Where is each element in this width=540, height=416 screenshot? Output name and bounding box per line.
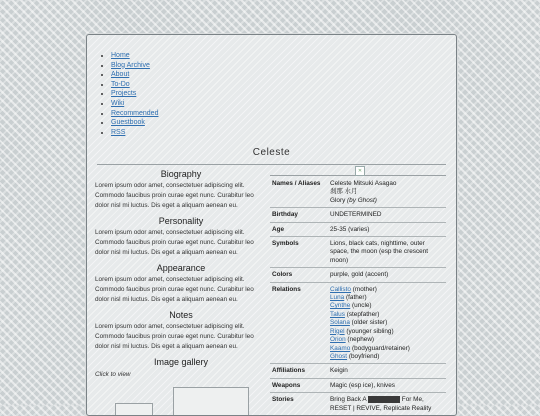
relation-role: (older sister) [349, 319, 388, 327]
relation-role: (bodyguard/retainer) [350, 344, 410, 352]
notes-text: Lorem ipsum odor amet, consectetuer adipiscing elit. Commodo faucibus proin curae eget nunc. Curabitur leo dolor nisl mi luctus. Dis eget a aliquam aenean eu. [95, 323, 254, 350]
gallery-heading: Image gallery [153, 357, 209, 367]
relation-link[interactable]: Solana [330, 319, 350, 327]
info-row-affiliations [270, 364, 446, 378]
gallery-section [95, 357, 267, 367]
nav-link-wiki[interactable]: Wiki [111, 99, 125, 107]
content-page [86, 34, 457, 416]
nav-link-recommended[interactable]: Recommended [111, 109, 159, 117]
stories-text-b: For Me, [400, 396, 424, 404]
info-label: Symbols [270, 237, 328, 268]
info-row-symbols [270, 237, 446, 268]
info-row-weapons [270, 378, 446, 392]
biography-text: Lorem ipsum odor amet, consectetuer adipiscing elit. Commodo faucibus proin curae eget nunc. Curabitur leo dolor nisl mi luctus. Dis eget a aliquam aenean eu. [95, 182, 254, 209]
info-label: Weapons [270, 378, 328, 392]
info-value [328, 282, 446, 364]
info-value: UNDETERMINED [328, 208, 446, 222]
stories-text-a: Bring Back A [330, 396, 369, 404]
personality-text: Lorem ipsum odor amet, consectetuer adipiscing elit. Commodo faucibus proin curae eget nunc. Curabitur leo dolor nisl mi luctus. Dis eget a aliquam aenean eu. [95, 229, 254, 256]
biography-heading: Biography [160, 169, 202, 179]
info-label: Age [270, 222, 328, 236]
relation-role: (boyfriend) [347, 352, 380, 360]
redacted-text [368, 396, 400, 403]
info-value: Magic (esp ice), knives [328, 378, 446, 392]
nav-link-blog-archive[interactable]: Blog Archive [111, 61, 150, 69]
name-japanese: 刹那 水月 [330, 188, 358, 196]
relation-role: (mother) [350, 285, 377, 293]
infobox-table [270, 177, 446, 416]
info-label: Birthday [270, 208, 328, 222]
appearance-section [95, 263, 267, 305]
name-full: Celeste Mitsuki Asagao [330, 180, 397, 187]
relation-role: (younger sibling) [344, 327, 394, 335]
relation-link[interactable]: Kaamo [330, 344, 351, 352]
nav-link-about[interactable]: About [111, 71, 130, 79]
info-label: Relations [270, 282, 328, 364]
gallery-thumbnail-2[interactable] [173, 387, 249, 416]
biography-section [95, 169, 267, 211]
appearance-text: Lorem ipsum odor amet, consectetuer adipiscing elit. Commodo faucibus proin curae eget nunc. Curabitur leo dolor nisl mi luctus. Dis eget a aliquam aenean eu. [95, 276, 254, 303]
relation-role: (uncle) [350, 302, 372, 310]
info-value [328, 393, 446, 416]
nav-link-projects[interactable]: Projects [111, 90, 137, 98]
info-label: Affiliations [270, 364, 328, 378]
info-value [328, 177, 446, 208]
relation-role: (stepfather) [344, 310, 380, 318]
appearance-heading: Appearance [156, 263, 206, 273]
nav-link-guestbook[interactable]: Guestbook [111, 119, 145, 127]
click-to-view-hint: Click to view [95, 371, 131, 378]
nav-link-home[interactable]: Home [111, 52, 130, 59]
page-title: Celeste [252, 147, 291, 158]
info-value: Keigin [328, 364, 446, 378]
relation-link[interactable]: Cynthe [330, 302, 351, 310]
relation-link[interactable]: Luna [330, 294, 345, 302]
relation-link[interactable]: Ghost [330, 352, 348, 360]
info-row-names [270, 177, 446, 208]
info-label: Names / Aliases [270, 177, 328, 208]
name-alias: Glory [330, 196, 348, 204]
nav-link-rss[interactable]: RSS [111, 128, 126, 136]
personality-heading: Personality [158, 216, 204, 226]
relation-link[interactable]: Talus [330, 310, 345, 318]
title-divider [97, 164, 446, 165]
relation-link[interactable]: Callisto [330, 285, 351, 293]
info-row-age [270, 222, 446, 236]
info-value: Lions, black cats, nighttime, outer space, the moon (esp the crescent moon) [328, 237, 446, 268]
info-label: Stories [270, 393, 328, 416]
info-row-relations [270, 282, 446, 364]
info-value: purple, gold (accent) [328, 268, 446, 282]
stories-text-c: RESET | REVIVE, Replicate Reality [330, 404, 432, 412]
relation-link[interactable]: Orion [330, 336, 346, 344]
site-nav [99, 51, 158, 137]
info-row-colors [270, 268, 446, 282]
info-value: 25-35 (varies) [328, 222, 446, 236]
info-row-birthday [270, 208, 446, 222]
notes-heading: Notes [169, 310, 193, 320]
name-alias-source: (by Ghost) [347, 196, 377, 204]
relation-role: (father) [344, 294, 367, 302]
info-row-stories [270, 393, 446, 416]
nav-link-to-do[interactable]: To-Do [111, 80, 130, 88]
broken-image-icon: ✕ [355, 166, 365, 176]
relation-role: (nephew) [345, 336, 375, 344]
notes-section [95, 310, 267, 352]
info-label: Colors [270, 268, 328, 282]
personality-section [95, 216, 267, 258]
relation-link[interactable]: Rigel [330, 327, 345, 335]
